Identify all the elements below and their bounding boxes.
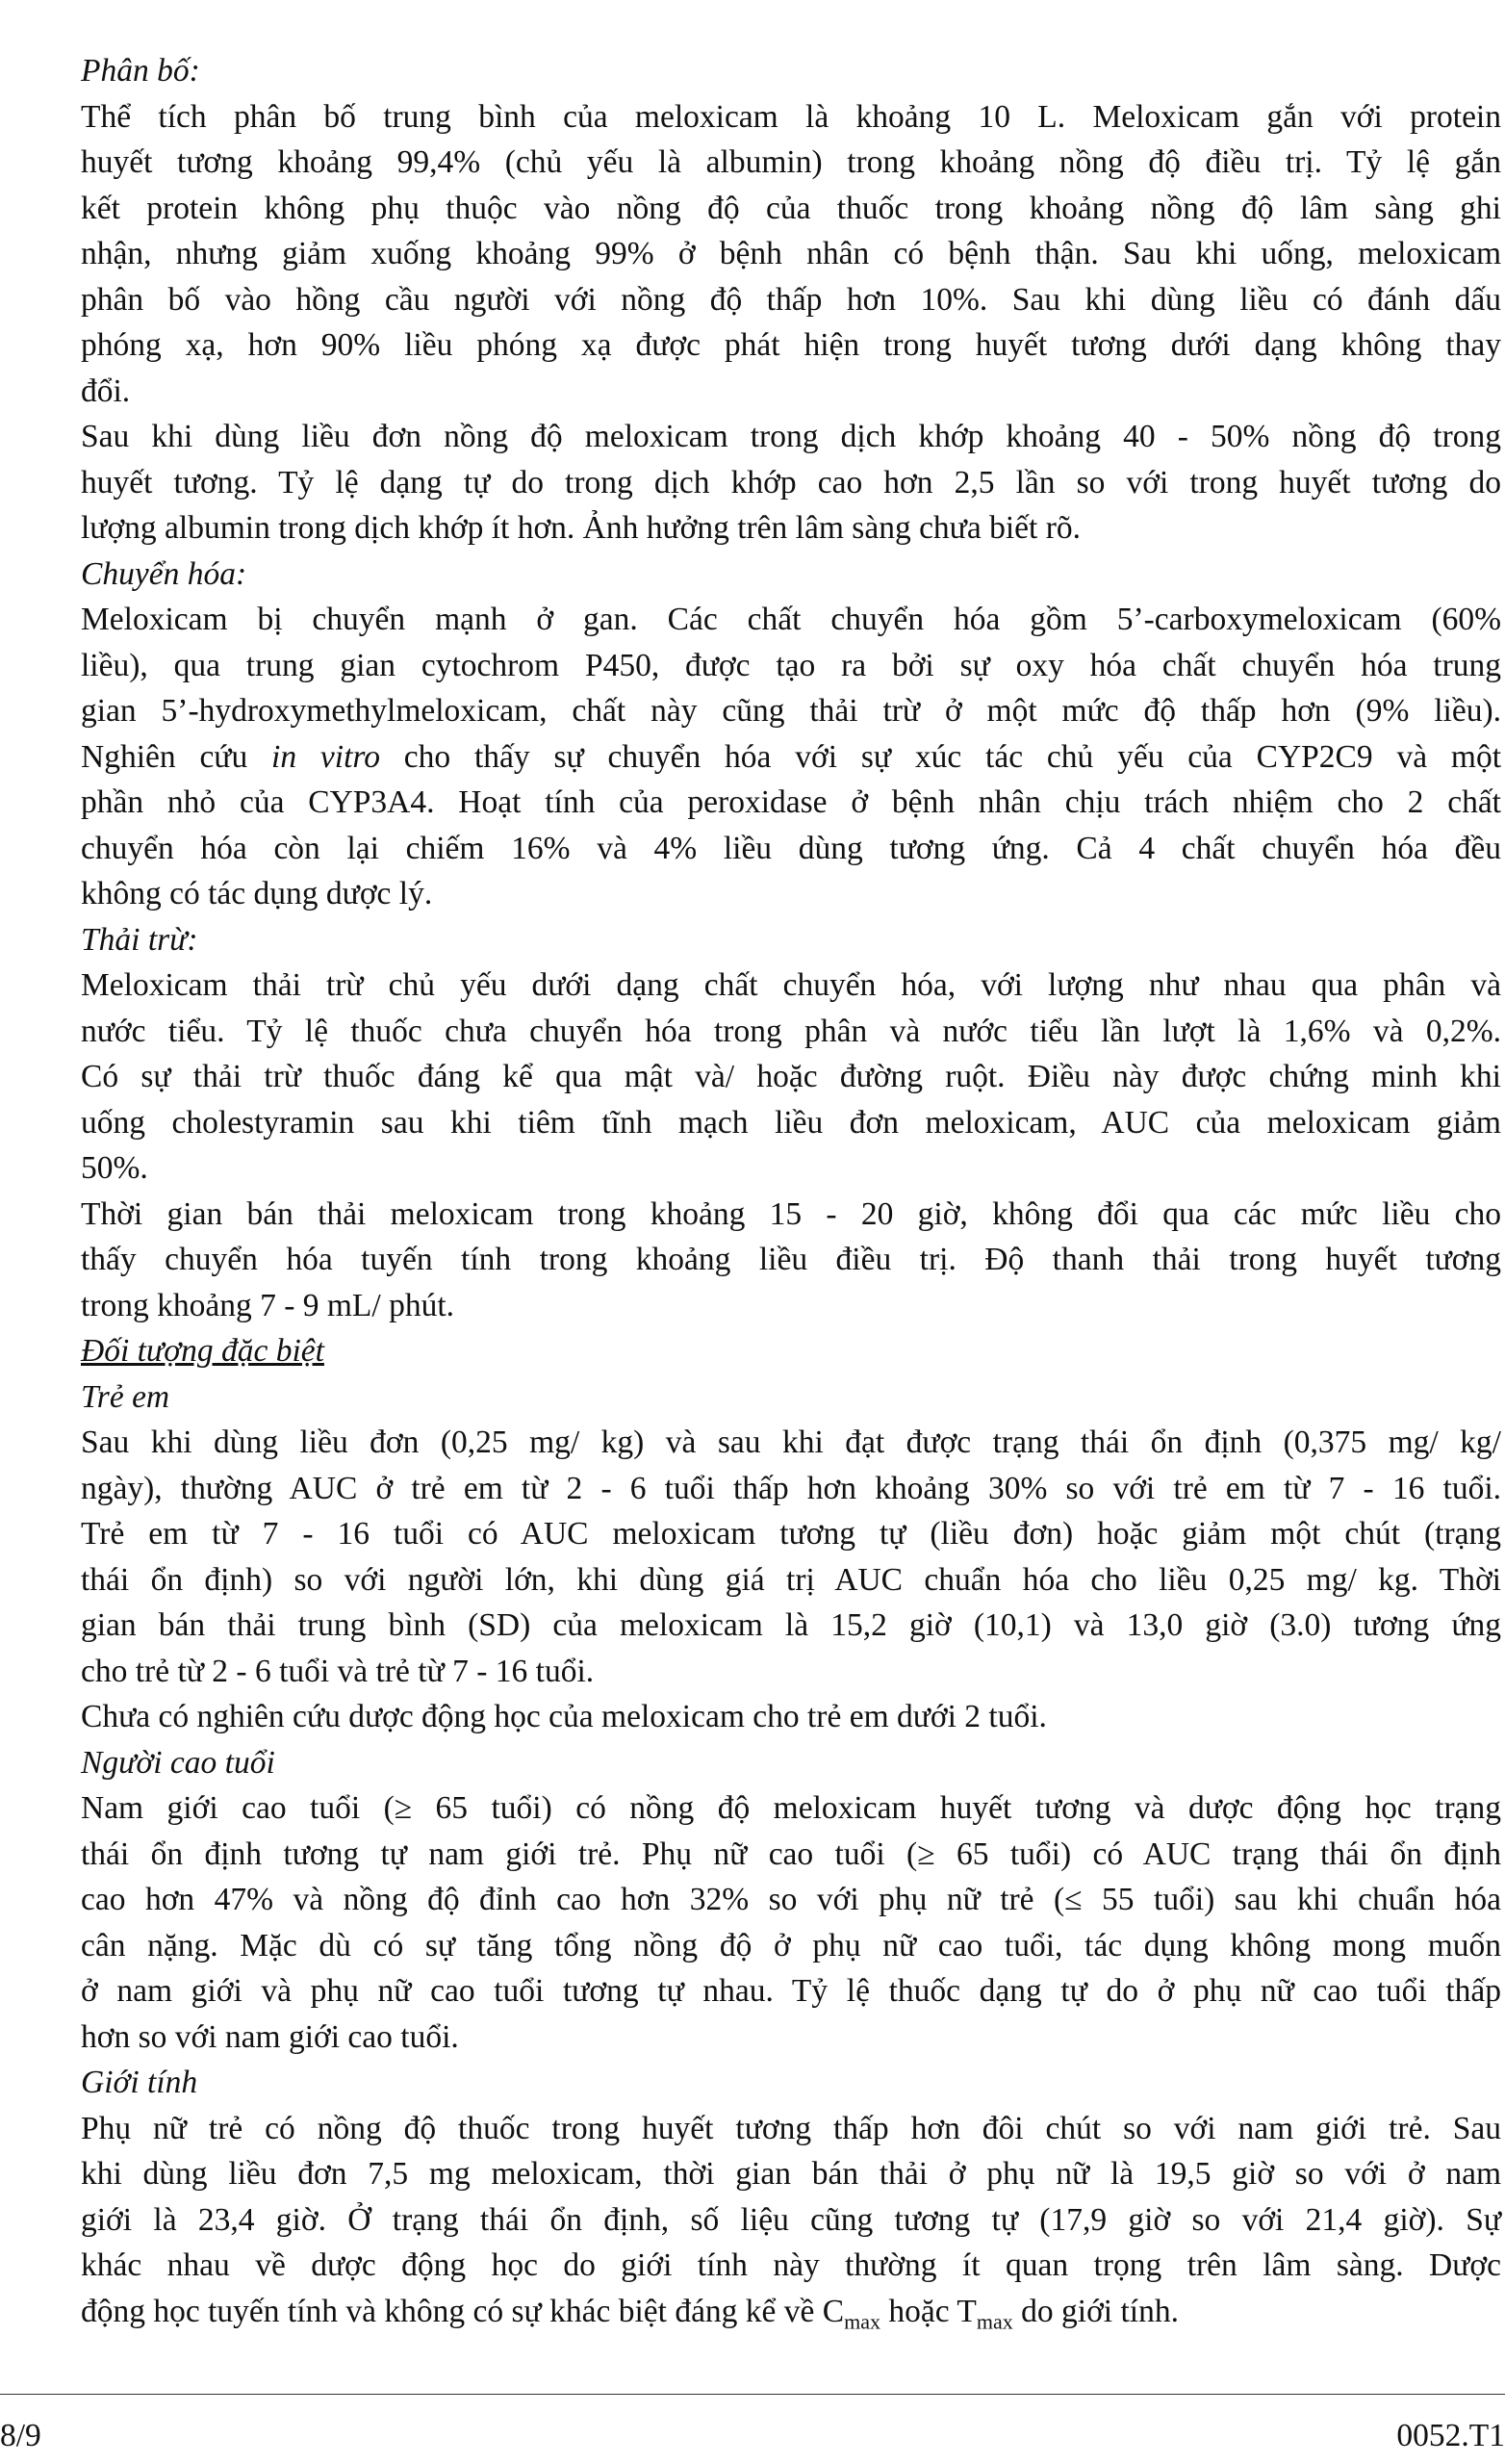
- text-line: cho trẻ từ 2 - 6 tuổi và trẻ từ 7 - 16 tuổi.: [81, 1653, 595, 1689]
- latin-term: in vitro: [271, 738, 380, 775]
- section-heading: Phân bố:: [81, 53, 200, 89]
- text-line: gian bán thải trung bình (SD) của meloxicam là 15,2 giờ (10,1) và 13,0 giờ (3.0) tương ứng: [81, 1607, 1501, 1643]
- text-line: giới là 23,4 giờ. Ở trạng thái ổn định, số liệu cũng tương tự (17,9 giờ so với 21,4 giờ). Sự: [81, 2201, 1501, 2238]
- document-body: [81, 48, 1501, 2334]
- text-line: huyết tương. Tỷ lệ dạng tự do trong dịch khớp cao hơn 2,5 lần so với trong huyết tương do: [81, 464, 1501, 500]
- text-line: không có tác dụng dược lý.: [81, 876, 433, 911]
- text-line: uống cholestyramin sau khi tiêm tĩnh mạch liều đơn meloxicam, AUC của meloxicam giảm: [81, 1104, 1501, 1141]
- text-segment: hoặc T: [880, 2293, 977, 2329]
- text-line: Phụ nữ trẻ có nồng độ thuốc trong huyết tương thấp hơn đôi chút so với nam giới trẻ. Sau: [81, 2110, 1501, 2146]
- text-line: Meloxicam thải trừ chủ yếu dưới dạng chất chuyển hóa, với lượng như nhau qua phân và: [81, 967, 1501, 1003]
- subscript: max: [844, 2309, 881, 2334]
- paragraph: [81, 962, 1501, 1192]
- section-heading: Người cao tuổi: [81, 1744, 275, 1781]
- paragraph: [81, 1420, 1501, 1694]
- paragraph: [81, 1694, 1501, 1740]
- text-line: khác nhau về dược động học do giới tính này thường ít quan trọng trên lâm sàng. Dược: [81, 2247, 1501, 2283]
- paragraph: [81, 2106, 1501, 2289]
- document-code: 0052.T1: [1396, 2418, 1505, 2453]
- paragraph: [81, 94, 1501, 415]
- text-line: kết protein không phụ thuộc vào nồng độ của thuốc trong khoảng nồng độ lâm sàng ghi: [81, 190, 1501, 226]
- text-line: trong khoảng 7 - 9 mL/ phút.: [81, 1287, 454, 1323]
- page-number: 8/9: [0, 2418, 41, 2453]
- text-line: phóng xạ, hơn 90% liều phóng xạ được phát hiện trong huyết tương dưới dạng không thay: [81, 327, 1501, 363]
- text-line: đổi.: [81, 372, 131, 409]
- section-heading: Thải trừ:: [81, 921, 198, 958]
- text-line: Nam giới cao tuổi (≥ 65 tuổi) có nồng độ meloxicam huyết tương và dược động học trạng: [81, 1790, 1501, 1826]
- text-line: thái ổn định) so với người lớn, khi dùng giá trị AUC chuẩn hóa cho liều 0,25 mg/ kg. Thời: [81, 1561, 1501, 1598]
- subscript: max: [976, 2309, 1013, 2334]
- text-line: ở nam giới và phụ nữ cao tuổi tương tự nhau. Tỷ lệ thuốc dạng tự do ở phụ nữ cao tuổi thấp: [81, 1973, 1501, 2009]
- paragraph: [81, 1192, 1501, 1329]
- text-line: thái ổn định tương tự nam giới trẻ. Phụ nữ cao tuổi (≥ 65 tuổi) có AUC trạng thái ổn định: [81, 1835, 1501, 1872]
- text-line: Sau khi dùng liều đơn (0,25 mg/ kg) và sau khi đạt được trạng thái ổn định (0,375 mg/ kg/: [81, 1424, 1501, 1460]
- section-heading: Trẻ em: [81, 1378, 170, 1415]
- text-line: nhận, nhưng giảm xuống khoảng 99% ở bệnh nhân có bệnh thận. Sau khi uống, meloxicam: [81, 236, 1501, 271]
- text-segment: do giới tính.: [1012, 2293, 1179, 2329]
- text-line: Thời gian bán thải meloxicam trong khoảng 15 - 20 giờ, không đổi qua các mức liều cho: [81, 1195, 1501, 1232]
- section-heading: Giới tính: [81, 2065, 198, 2100]
- text-line: Trẻ em từ 7 - 16 tuổi có AUC meloxicam tương tự (liều đơn) hoặc giảm một chút (trạng: [81, 1516, 1501, 1552]
- text-line: chuyển hóa còn lại chiếm 16% và 4% liều dùng tương ứng. Cả 4 chất chuyển hóa đều: [81, 830, 1501, 866]
- text-line: huyết tương khoảng 99,4% (chủ yếu là albumin) trong khoảng nồng độ điều trị. Tỷ lệ gắn: [81, 144, 1501, 180]
- text-line: liều), qua trung gian cytochrom P450, được tạo ra bởi sự oxy hóa chất chuyển hóa trung: [81, 647, 1501, 683]
- paragraph: [81, 1785, 1501, 2060]
- text-line: khi dùng liều đơn 7,5 mg meloxicam, thời gian bán thải ở phụ nữ là 19,5 giờ so với ở nam: [81, 2156, 1501, 2192]
- text-line: ngày), thường AUC ở trẻ em từ 2 - 6 tuổi thấp hơn khoảng 30% so với trẻ em từ 7 - 16 tuổi.: [81, 1470, 1501, 1506]
- text-line: Meloxicam bị chuyển mạnh ở gan. Các chất chuyển hóa gồm 5’-carboxymeloxicam (60%: [81, 602, 1501, 637]
- text-line: Nghiên cứu in vitro cho thấy sự chuyển hóa với sự xúc tác chủ yếu của CYP2C9 và một: [81, 738, 1501, 775]
- footer-divider: [0, 2394, 1505, 2395]
- text-line: gian 5’-hydroxymethylmeloxicam, chất này cũng thải trừ ở một mức độ thấp hơn (9% liều).: [81, 693, 1501, 729]
- text-line-with-subscripts: [81, 2289, 1501, 2335]
- section-heading: Đối tượng đặc biệt: [81, 1333, 324, 1369]
- text-line: phần nhỏ của CYP3A4. Hoạt tính của peroxidase ở bệnh nhân chịu trách nhiệm cho 2 chất: [81, 784, 1501, 820]
- text-line: Có sự thải trừ thuốc đáng kể qua mật và/ hoặc đường ruột. Điều này được chứng minh khi: [81, 1059, 1501, 1094]
- text-line: cân nặng. Mặc dù có sự tăng tổng nồng độ ở phụ nữ cao tuổi, tác dụng không mong muốn: [81, 1927, 1501, 1964]
- text-line: Thể tích phân bố trung bình của meloxicam là khoảng 10 L. Meloxicam gắn với protein: [81, 98, 1501, 135]
- text-line: Sau khi dùng liều đơn nồng độ meloxicam trong dịch khớp khoảng 40 - 50% nồng độ trong: [81, 419, 1501, 454]
- text-line: phân bố vào hồng cầu người với nồng độ thấp hơn 10%. Sau khi dùng liều có đánh dấu: [81, 281, 1501, 318]
- text-segment: động học tuyến tính và không có sự khác biệt đáng kể về C: [81, 2293, 845, 2329]
- text-line: 50%.: [81, 1150, 148, 1186]
- text-line: thấy chuyển hóa tuyến tính trong khoảng liều điều trị. Độ thanh thải trong huyết tương: [81, 1242, 1501, 1277]
- section-heading: Chuyển hóa:: [81, 555, 247, 592]
- text-line: nước tiểu. Tỷ lệ thuốc chưa chuyển hóa trong phân và nước tiểu lần lượt là 1,6% và 0,2%.: [81, 1013, 1501, 1049]
- text-line: hơn so với nam giới cao tuổi.: [81, 2018, 459, 2055]
- paragraph: [81, 414, 1501, 552]
- text-line: lượng albumin trong dịch khớp ít hơn. Ảnh hưởng trên lâm sàng chưa biết rõ.: [81, 510, 1081, 546]
- paragraph: [81, 597, 1501, 917]
- text-line: Chưa có nghiên cứu dược động học của meloxicam cho trẻ em dưới 2 tuổi.: [81, 1699, 1047, 1734]
- text-line: cao hơn 47% và nồng độ đỉnh cao hơn 32% so với phụ nữ trẻ (≤ 55 tuổi) sau khi chuẩn hóa: [81, 1882, 1501, 1917]
